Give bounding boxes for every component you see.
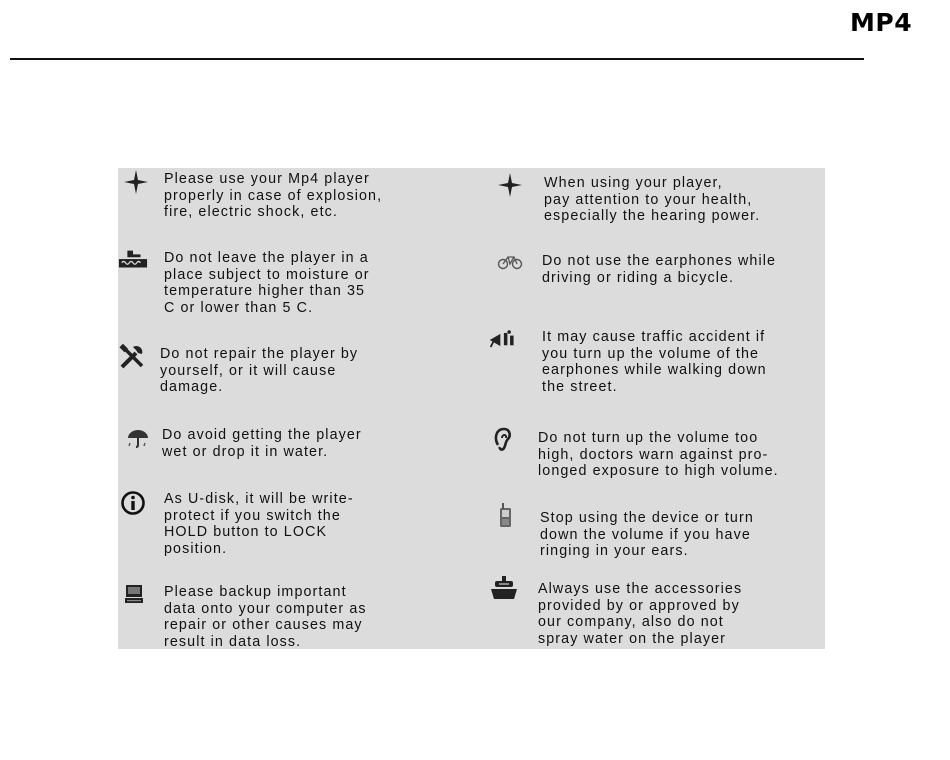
instruction-text: Do not leave the player in a place subject to moisture or temperature higher than 35 C or lower than 5 C. [164,250,370,316]
instruction-text: Please use your Mp4 player properly in case of explosion, fire, electric shock, etc. [164,171,383,221]
instruction-text: It may cause traffic accident if you turn up the volume of the earphones while walking down the street. [542,329,767,395]
header-divider [10,58,864,60]
accessory-icon [489,574,519,602]
info-icon [118,489,148,517]
sparkle-icon [495,171,525,199]
instruction-text: Do not use the earphones while driving or riding a bicycle. [542,253,777,286]
instruction-text: Do not turn up the volume too high, doctors warn against pro- longed exposure to high volume. [538,430,779,480]
instruction-text: Stop using the device or turn down the volume if you have ringing in your ears. [540,510,754,560]
tools-icon [118,343,147,371]
bicycle-icon [495,247,525,275]
instruction-text: Do not repair the player by yourself, or it will cause damage. [160,346,359,396]
computer-icon [119,580,149,608]
instruction-text: As U-disk, it will be write- protect if you switch the HOLD button to LOCK position. [164,491,354,557]
umbrella-icon [123,424,153,452]
page-title: MP4 [850,8,913,37]
heat-icon [118,246,148,274]
ear-icon [488,425,518,453]
instruction-text: Always use the accessories provided by or approved by our company, also do not spray water on the player [538,581,743,647]
phone-icon [491,502,521,530]
traffic-icon [488,326,518,354]
instruction-text: When using your player, pay attention to your health, especially the hearing power. [544,175,761,225]
safety-instructions-panel [118,168,825,649]
instruction-text: Please backup important data onto your computer as repair or other causes may result in data loss. [164,584,367,649]
sparkle-icon [121,168,151,196]
instruction-text: Do avoid getting the player wet or drop it in water. [162,427,362,460]
